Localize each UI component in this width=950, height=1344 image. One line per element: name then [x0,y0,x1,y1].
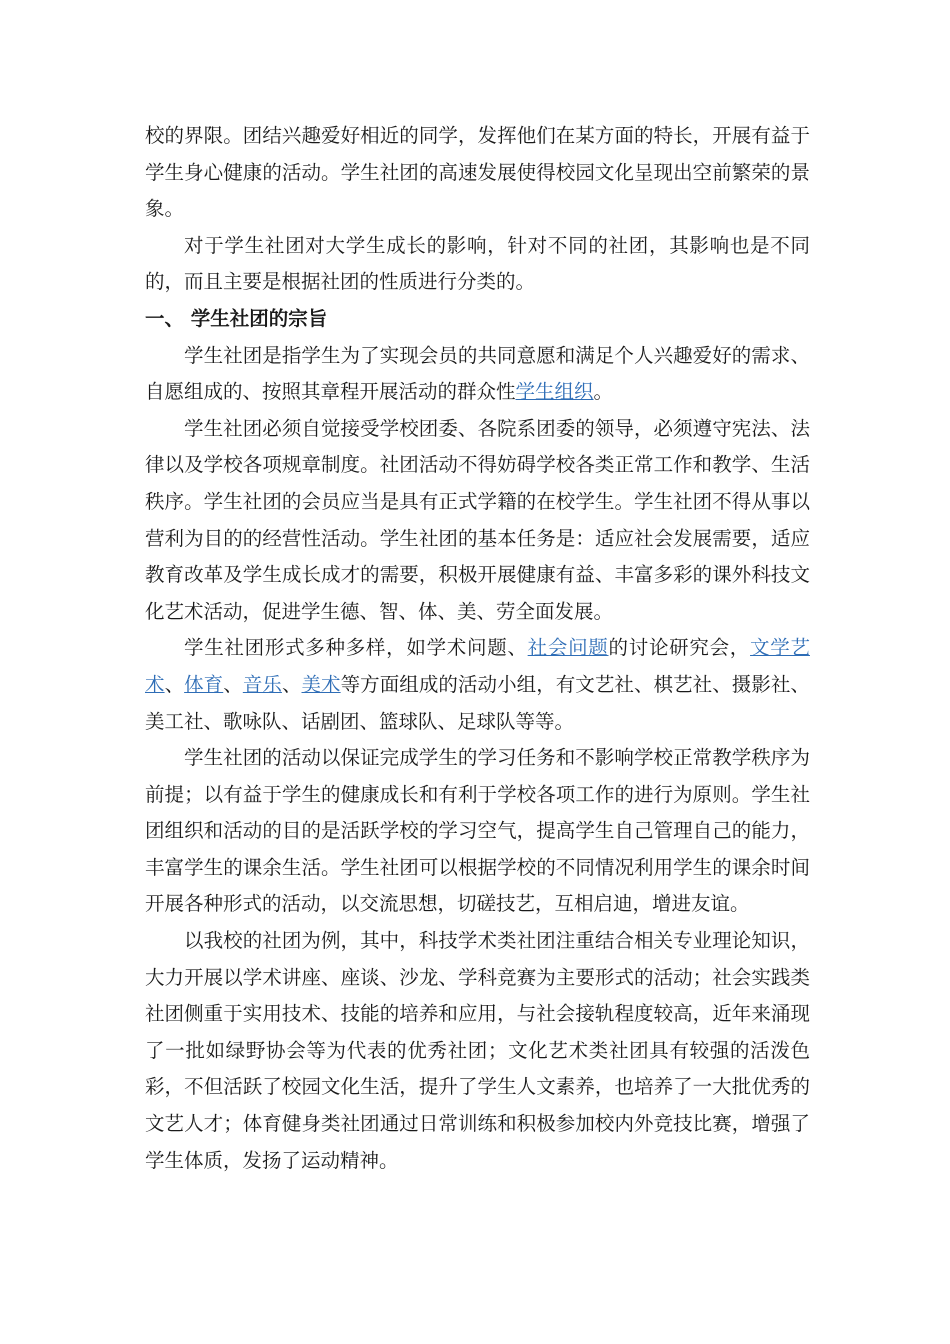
paragraph-1: 校的界限。团结兴趣爱好相近的同学，发挥他们在某方面的特长，开展有益于学生身心健康的活动。学生社团的高速发展使得校园文化呈现出空前繁荣的景象。 [145,124,810,221]
paragraph-5 [145,630,810,740]
paragraph-7: 以我校的社团为例，其中，科技学术类社团注重结合相关专业理论知识，大力开展以学术讲座、座谈、沙龙、学科竞赛为主要形式的活动；社会实践类社团侧重于实用技术、技能的培养和应用，与社会接轨程度较高，近年来涌现了一批如绿野协会等为代表的优秀社团；文化艺术类社团具有较强的活泼色彩，不但活跃了校园文化生活，提升了学生人文素养，也培养了一大批优秀的文艺人才；体育健身类社团通过日常训练和积极参加校内外竞技比赛，增强了学生体质，发扬了运动精神。 [145,929,810,1172]
paragraph-4: 学生社团必须自觉接受学校团委、各院系团委的领导，必须遵守宪法、法律以及学校各项规章制度。社团活动不得妨碍学校各类正常工作和教学、生活秩序。学生社团的会员应当是具有正式学籍的在校学生。学生社团不得从事以营利为目的的经营性活动。学生社团的基本任务是：适应社会发展需要，适应教育改革及学生成长成才的需要，积极开展健康有益、丰富多彩的课外科技文化艺术活动，促进学生德、智、体、美、劳全面发展。 [145,416,810,623]
link-sports[interactable]: 体育 [184,672,224,696]
section-heading: 一、 学生社团的宗旨 [145,306,328,330]
paragraph-3-end: 。 [593,380,614,404]
paragraph-5-text-6: 等方面组成的活动小组，有文艺社、棋艺社、摄影社、美工社、歌咏队、话剧团、篮球队、足球队等等。 [145,672,810,733]
paragraph-6: 学生社团的活动以保证完成学生的学习任务和不影响学校正常教学秩序为前提；以有益于学生的健康成长和有利于学校各项工作的进行为原则。学生社团组织和活动的目的是活跃学校的学习空气，提高学生自己管理自己的能力，丰富学生的课余生活。学生社团可以根据学校的不同情况利用学生的课余时间开展各种形式的活动，以交流思想，切磋技艺，互相启迪，增进友谊。 [145,746,810,916]
link-fine-arts[interactable]: 美术 [301,672,341,696]
paragraph-2: 对于学生社团对大学生成长的影响，针对不同的社团，其影响也是不同的，而且主要是根据社团的性质进行分类的。 [145,233,810,294]
paragraph-5-text-5: 、 [281,672,302,696]
link-student-organization[interactable]: 学生组织 [515,380,594,404]
paragraph-5-text-1: 学生社团形式多种多样，如学术问题、 [184,636,528,660]
paragraph-3-text: 学生社团是指学生为了实现会员的共同意愿和满足个人兴趣爱好的需求、自愿组成的、按照其章程开展活动的群众性 [145,343,810,404]
paragraph-3 [145,338,810,411]
link-music[interactable]: 音乐 [242,672,282,696]
paragraph-5-text-4: 、 [223,672,243,696]
document-body [145,118,810,1179]
link-literature-art[interactable]: 文学艺术 [145,636,810,696]
link-social-issues[interactable]: 社会问题 [527,636,609,660]
paragraph-5-text-3: 、 [164,672,185,696]
paragraph-5-text-2: 的讨论研究会， [608,636,751,660]
